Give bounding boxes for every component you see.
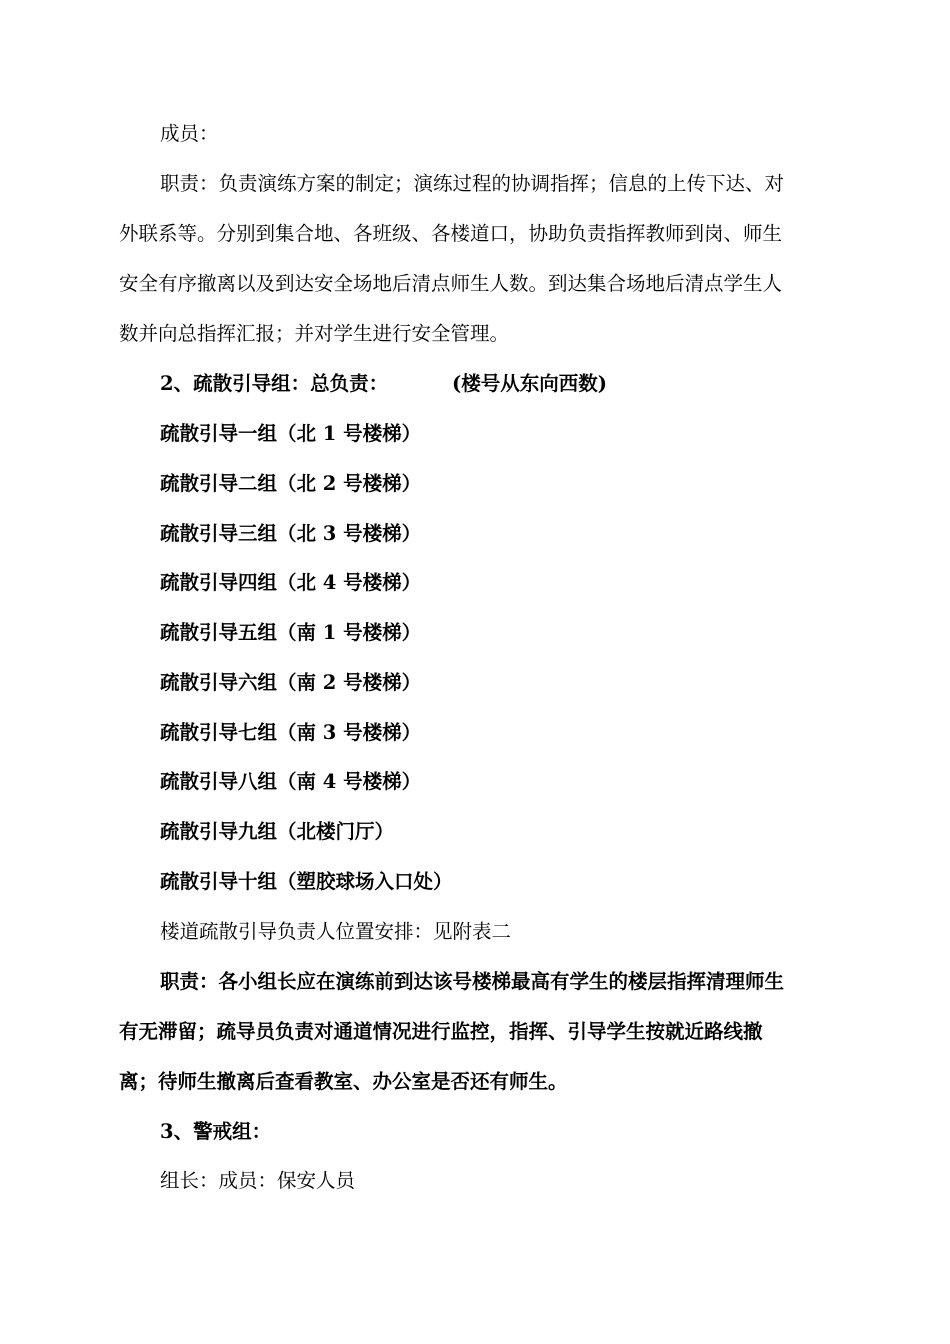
position-note: 楼道疏散引导负责人位置安排：见附表二 bbox=[160, 920, 512, 943]
members-label: 成员： bbox=[160, 122, 219, 145]
group3-members: 组长：成员：保安人员 bbox=[160, 1169, 356, 1192]
subgroup-item: 疏散引导一组（北 1 号楼梯） bbox=[160, 422, 422, 445]
subgroup-item: 疏散引导八组（南 4 号楼梯） bbox=[160, 770, 422, 793]
duties-line-1: 职责：负责演练方案的制定；演练过程的协调指挥；信息的上传下达、对 bbox=[160, 172, 785, 195]
subgroup-item: 疏散引导三组（北 3 号楼梯） bbox=[160, 522, 422, 545]
group2-duties-line-3: 离；待师生撤离后查看教室、办公室是否还有师生。 bbox=[119, 1070, 568, 1093]
group2-duties-line-1: 职责：各小组长应在演练前到达该号楼梯最高有学生的楼层指挥清理师生 bbox=[160, 970, 785, 993]
subgroup-item: 疏散引导五组（南 1 号楼梯） bbox=[160, 621, 422, 644]
subgroup-item: 疏散引导七组（南 3 号楼梯） bbox=[160, 721, 422, 744]
subgroup-item: 疏散引导六组（南 2 号楼梯） bbox=[160, 671, 422, 694]
group2-note: (楼号从东向西数) bbox=[452, 372, 607, 395]
group2-duties-line-2: 有无滞留；疏导员负责对通道情况进行监控，指挥、引导学生按就近路线撤 bbox=[119, 1020, 763, 1043]
subgroup-item: 疏散引导四组（北 4 号楼梯） bbox=[160, 571, 422, 594]
group3-heading: 3、警戒组： bbox=[160, 1120, 272, 1143]
subgroup-item: 疏散引导二组（北 2 号楼梯） bbox=[160, 472, 422, 495]
duties-line-3: 安全有序撤离以及到达安全场地后清点师生人数。到达集合场地后清点学生人 bbox=[119, 272, 783, 295]
subgroup-item: 疏散引导九组（北楼门厅） bbox=[160, 820, 395, 843]
group2-heading: 2、疏散引导组：总负责： bbox=[160, 372, 389, 395]
duties-line-2: 外联系等。分别到集合地、各班级、各楼道口，协助负责指挥教师到岗、师生 bbox=[119, 222, 783, 245]
subgroup-item: 疏散引导十组（塑胶球场入口处） bbox=[160, 870, 453, 893]
duties-line-4: 数并向总指挥汇报；并对学生进行安全管理。 bbox=[119, 322, 510, 345]
